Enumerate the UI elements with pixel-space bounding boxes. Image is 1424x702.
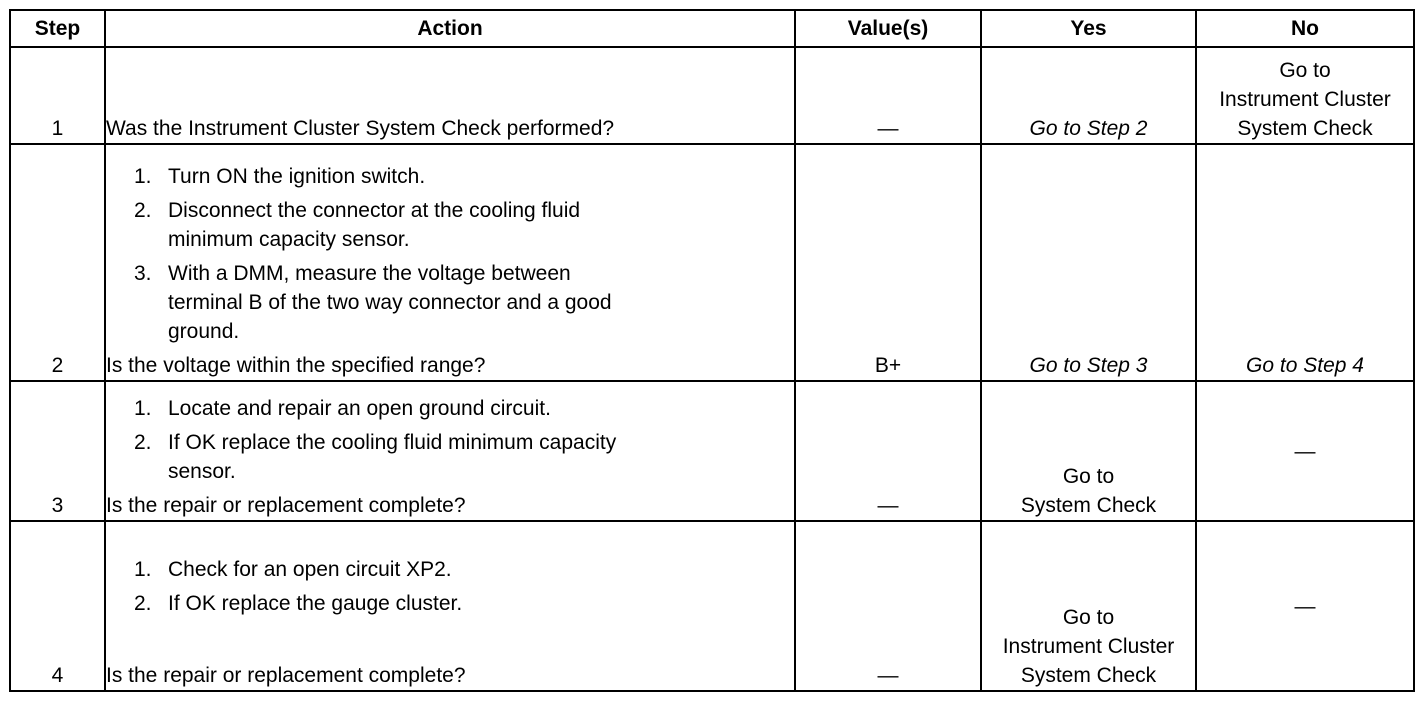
no-line: System Check <box>1237 117 1373 140</box>
header-action: Action <box>105 10 795 47</box>
action-steps <box>106 555 794 618</box>
header-value: Value(s) <box>795 10 981 47</box>
step-text: Disconnect the connector at the cooling fluid <box>168 199 581 222</box>
step-text: Turn ON the ignition switch. <box>168 165 426 188</box>
yes-cell <box>981 381 1196 521</box>
no-line: Go to <box>1279 59 1331 82</box>
action-question: Is the voltage within the specified range? <box>106 354 486 377</box>
step-number: 2 <box>10 144 105 381</box>
step-text: ground. <box>168 320 240 343</box>
no-cell <box>1196 47 1414 144</box>
step-index: 1. <box>134 397 152 420</box>
yes-cell: Go to Step 2 <box>981 47 1196 144</box>
action-cell <box>105 144 795 381</box>
value-cell: B+ <box>795 144 981 381</box>
yes-line: Instrument Cluster <box>1002 635 1175 658</box>
no-cell: — <box>1196 381 1414 521</box>
step-text: If OK replace the cooling fluid minimum capacity <box>168 431 617 454</box>
step-index: 1. <box>134 165 152 188</box>
step-text: terminal B of the two way connector and a good <box>168 291 612 314</box>
yes-line: Go to <box>1062 465 1115 488</box>
value-dash: — <box>877 117 899 140</box>
header-yes: Yes <box>981 10 1196 47</box>
header-no: No <box>1196 10 1414 47</box>
step-text: sensor. <box>168 460 236 483</box>
yes-line: System Check <box>1020 494 1157 517</box>
yes-line: System Check <box>1020 664 1157 687</box>
step-index: 2. <box>134 199 152 222</box>
yes-cell: Go to Step 3 <box>981 144 1196 381</box>
step-text: minimum capacity sensor. <box>168 228 410 251</box>
step-text: With a DMM, measure the voltage between <box>168 262 571 285</box>
action-question: Is the repair or replacement complete? <box>106 664 466 687</box>
step-index: 3. <box>134 262 152 285</box>
table-row <box>10 521 1414 691</box>
action-cell <box>105 381 795 521</box>
no-cell: — <box>1196 521 1414 691</box>
action-cell <box>105 521 795 691</box>
value-cell <box>795 47 981 144</box>
value-cell: — <box>795 381 981 521</box>
action-step <box>106 555 794 584</box>
step-index: 2. <box>134 431 152 454</box>
value-cell: — <box>795 521 981 691</box>
action-steps <box>106 394 794 486</box>
no-line: Instrument Cluster <box>1219 88 1391 111</box>
action-step <box>106 394 794 423</box>
action-step <box>106 259 794 346</box>
table-row <box>10 47 1414 144</box>
step-index: 1. <box>134 558 152 581</box>
action-steps <box>106 162 794 346</box>
action-question: Is the repair or replacement complete? <box>106 494 466 517</box>
header-step: Step <box>10 10 105 47</box>
header-row <box>10 10 1414 47</box>
yes-line: Go to <box>1062 606 1115 629</box>
step-text: If OK replace the gauge cluster. <box>168 592 463 615</box>
step-number: 4 <box>10 521 105 691</box>
action-step <box>106 196 794 254</box>
step-number: 1 <box>10 47 105 144</box>
action-question: Was the Instrument Cluster System Check performed? <box>106 117 615 140</box>
table-row <box>10 381 1414 521</box>
yes-cell <box>981 521 1196 691</box>
table-row <box>10 144 1414 381</box>
step-text: Check for an open circuit XP2. <box>168 558 452 581</box>
step-index: 2. <box>134 592 152 615</box>
action-step <box>106 428 794 486</box>
diagnostic-table <box>9 9 1415 692</box>
action-step <box>106 162 794 191</box>
action-cell <box>105 47 795 144</box>
action-step <box>106 589 794 618</box>
step-text: Locate and repair an open ground circuit. <box>168 397 551 420</box>
step-number: 3 <box>10 381 105 521</box>
no-cell: Go to Step 4 <box>1196 144 1414 381</box>
